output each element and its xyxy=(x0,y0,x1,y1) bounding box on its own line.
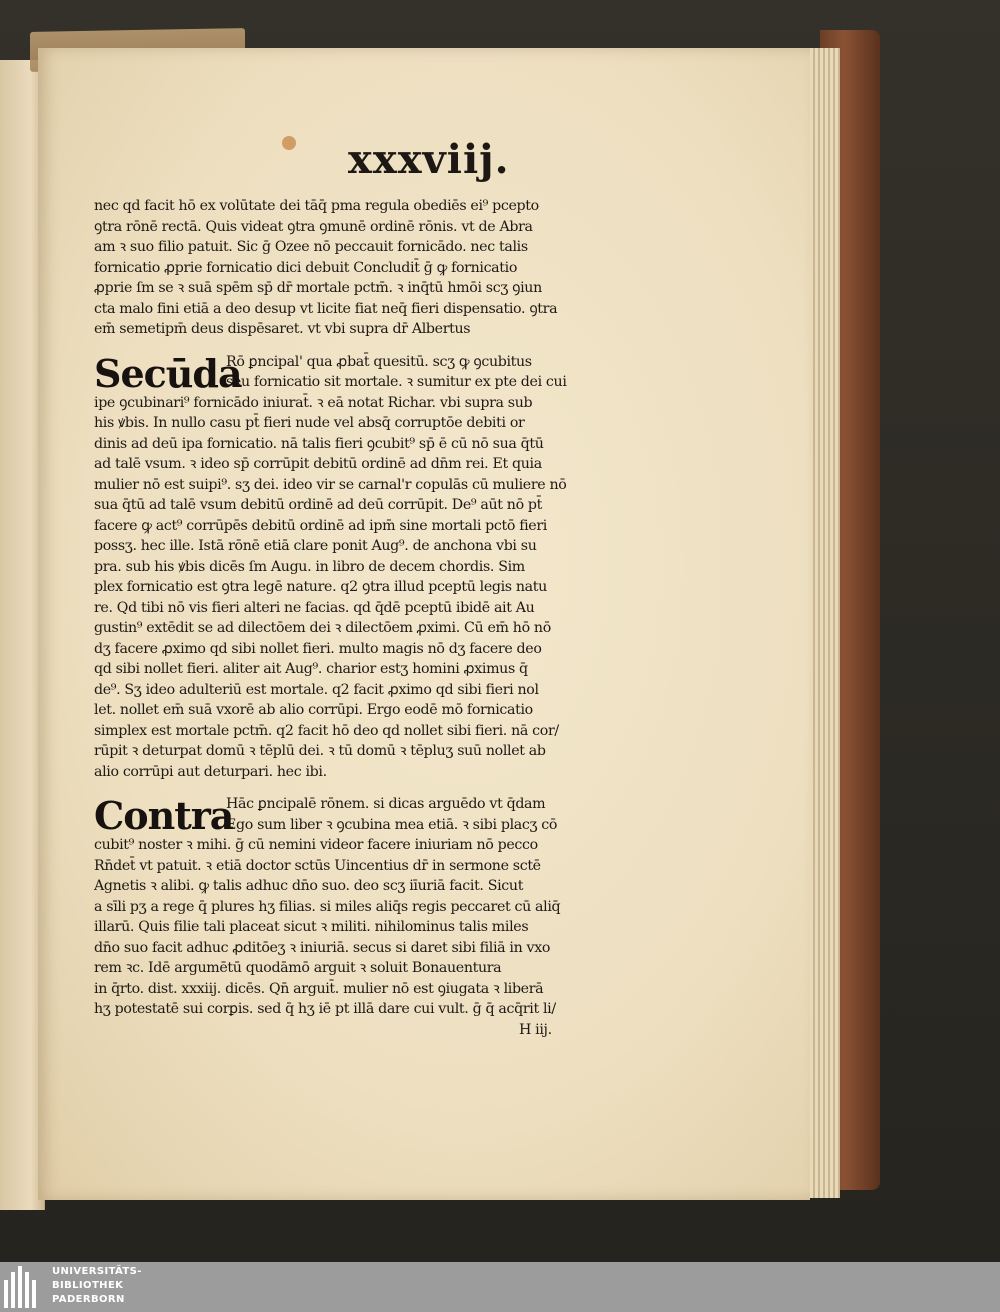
text-line: seu fornicatio sit mortale. ꝛ sumitur ex pte dei cui xyxy=(226,374,567,390)
page-text xyxy=(94,196,650,1040)
text-line: illarū. Quis filie tali placeat sicut ꝛ militi. nihilominus talis miles xyxy=(94,919,529,935)
text-line: dʒ facere ꝓximo qd sibi nollet fieri. multo magis nō dʒ facere deo xyxy=(94,640,542,657)
text-line: plex fornicatio est ꝯtra legē nature. q2 ꝯtra illud pceptū legis natu xyxy=(94,579,547,595)
text-line: in q̄rto. dist. xxxiij. dicēs. Qn̄ arguit̄. mulier nō est ꝯiugata ꝛ liberā xyxy=(94,980,544,997)
text-line: rem ꝛc. Idē argumētū quodāmō arguit ꝛ soluit Bonauentura xyxy=(94,960,502,976)
text-line: Agnetis ꝛ alibi. ꝙ talis adhuc dn̄o suo. deo scʒ iīuriā facit. Sicut xyxy=(94,878,524,894)
text-line: ad talē vsum. ꝛ ideo sp̄ corrūpit debitū ordinē ad dn̄m rei. Et quia xyxy=(94,456,542,472)
text-line: alio corrūpi aut deturpari. hec ibi. xyxy=(94,763,327,780)
text-line: simplex est mortale pctm̄. q2 facit hō deo qd nollet sibi fieri. nā cor/ xyxy=(94,722,559,739)
text-line: cta malo fini etiā a deo desup vt licite fiat neq̄ fieri dispensatio. ꝯtra xyxy=(94,300,558,317)
section-contra xyxy=(94,794,650,1040)
text-line: nec qd facit hō ex volūtate dei tāq̄ pma regula obediēs ei⁹ pcepto xyxy=(94,198,539,214)
section-secunda xyxy=(94,352,650,783)
text-line: dn̄o suo facit adhuc ꝓditōeʒ ꝛ iniuriā. secus si daret sibi filiā in vxo xyxy=(94,939,551,956)
text-line: facere ꝙ act⁹ corrūpēs debitū ordinē ad ipm̄ sine mortali pctō fieri xyxy=(94,517,547,534)
text-line: re. Qd tibi nō vis fieri alteri ne facias. qd q̄dē pceptū ibidē ait Au xyxy=(94,599,535,616)
text-line: let. nollet em̄ suā vxorē ab alio corrūpi. Ergo eodē mō fornicatio xyxy=(94,702,533,718)
text-line: ꝯtra rōnē rectā. Quis videat ꝯtra ꝯmunē ordinē rōnis. vt de Abra xyxy=(94,218,533,235)
text-line: ipe ꝯcubinari⁹ fornicādo iniurat̄. ꝛ eā notat Richar. vbi supra sub xyxy=(94,394,533,411)
text-line: his ꝟbis. In nullo casu pt̄ fieri nude vel absq̄ corruptōe debiti or xyxy=(94,415,525,431)
text-line: Hāc ꝑncipalē rōnem. si dicas arguēdo vt q̄dam xyxy=(226,796,546,812)
text-line: am ꝛ suo filio patuit. Sic ḡ Ozee nō peccauit fornicādo. nec talis xyxy=(94,239,528,255)
text-line: qd sibi nollet fieri. aliter ait Aug⁹. charior estʒ homini ꝓximus q̄ xyxy=(94,661,528,677)
library-name-line: PADERBORN xyxy=(52,1294,125,1305)
text-line: rūpit ꝛ deturpat domū ꝛ tēplū dei. ꝛ tū domū ꝛ tēpluʒ suū nollet ab xyxy=(94,743,546,759)
text-line: Ego sum liber ꝛ ꝯcubina mea etiā. ꝛ sibi placʒ cō xyxy=(226,816,558,833)
library-name-line: UNIVERSITÄTS- xyxy=(52,1266,142,1277)
text-line: ꝓprie ſm se ꝛ suā spēm sp̄ dr̄ mortale pctm̄. ꝛ inq̄tū hmōi scʒ ꝯiun xyxy=(94,280,542,296)
text-line: fornicatio ꝓprie fornicatio dici debuit Concludit̄ ḡ ꝙ fornicatio xyxy=(94,259,518,276)
library-footer xyxy=(0,1262,1000,1312)
text-line: a sīli pʒ a rege q̄ plures hʒ filias. si miles aliq̄s regis peccaret cū aliq̄ xyxy=(94,898,561,915)
text-line: cubit⁹ noster ꝛ mihi. ḡ cū nemini videor facere iniuriam nō pecco xyxy=(94,837,538,853)
library-logo-icon xyxy=(4,1266,44,1308)
text-line: possʒ. hec ille. Istā rōnē etiā clare ponit Aug⁹. de anchona vbi su xyxy=(94,538,537,554)
text-line: Rō ꝑncipal' qua ꝓbat̄ quesitū. scʒ ꝙ ꝯcubitus xyxy=(226,353,532,370)
signature-mark: H iij. xyxy=(519,1021,552,1038)
text-line: Rn̄det̄ vt patuit. ꝛ etiā doctor sctūs Uincentius dr̄ in sermone sctē xyxy=(94,857,541,874)
text-line: em̄ semetipm̄ deus dispēsaret. vt vbi supra dr̄ Albertus xyxy=(94,321,471,337)
text-line: hʒ potestatē sui corꝑis. sed q̄ hʒ iē pt illā dare cui vult. ḡ q̄ acq̄rit li/ xyxy=(94,1001,556,1017)
library-name-line: BIBLIOTHEK xyxy=(52,1280,124,1291)
folio-number: xxxviij. xyxy=(348,136,510,183)
text-line: pra. sub his ꝟbis dicēs ſm Augu. in libro de decem chordis. Sim xyxy=(94,558,525,575)
section-initial: Secūda xyxy=(94,350,242,396)
paragraph-1 xyxy=(94,196,650,340)
paper-stain xyxy=(282,136,296,150)
section-initial: Contra xyxy=(94,793,234,838)
text-line: mulier nō est suipi⁹. sʒ dei. ideo vir se carnal'r copulās cū muliere nō xyxy=(94,476,567,493)
text-line: de⁹. Sʒ ideo adulteriū est mortale. q2 facit ꝓximo qd sibi fieri nol xyxy=(94,681,539,698)
text-line: sua q̄tū ad talē vsum debitū ordinē ad deū corrūpit. De⁹ aūt nō pt̄ xyxy=(94,497,543,513)
text-line: dinis ad deū ipa fornicatio. nā talis fieri ꝯcubit⁹ sp̄ ē cū nō sua q̄tū xyxy=(94,435,544,452)
text-line: gustin⁹ extēdit se ad dilectōem dei ꝛ dilectōem ꝓximi. Cū em̄ hō nō xyxy=(94,620,551,636)
library-name xyxy=(52,1265,142,1307)
